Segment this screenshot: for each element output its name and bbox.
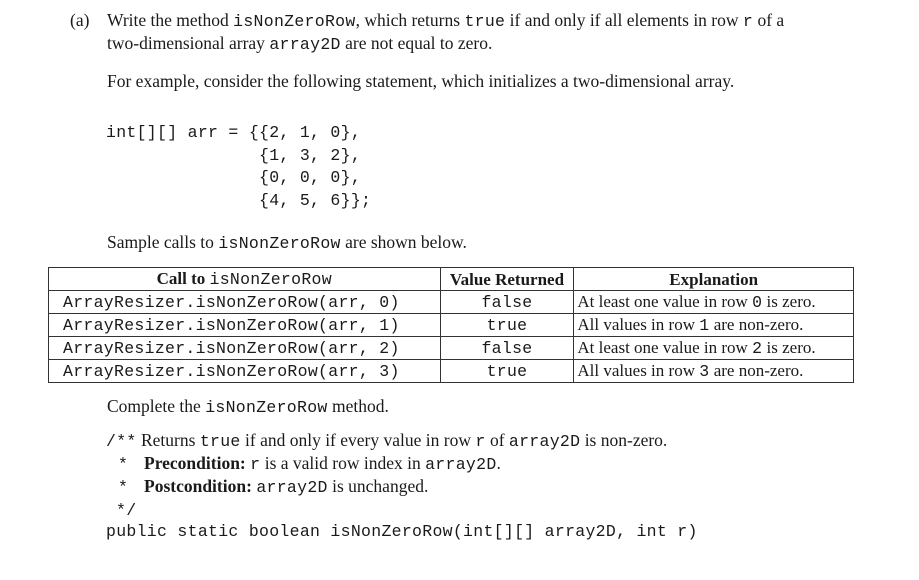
doc-precondition: * Precondition: r is a valid row index in array2D. [118,453,501,474]
table-header-row [49,268,854,291]
javadoc-comment [106,429,667,521]
problem-statement-line-1: Write the method isNonZeroRow, which returns true if and only if all elements in row r of a [107,10,785,31]
table-row [49,314,854,337]
method-name-inline: isNonZeroRow [233,12,356,31]
value-cell: false [440,337,574,360]
method-signature: public static boolean isNonZeroRow(int[][] array2D, int r) [106,522,698,541]
part-a-label: (a) [70,10,90,30]
header-value-returned: Value Returned [440,268,574,291]
example-intro: For example, consider the following statement, which initializes a two-dimensional array. [107,71,735,91]
doc-line-1: /** Returns true if and only if every value in row r of array2D is non-zero. [106,430,668,451]
header-explanation: Explanation [574,268,854,291]
code-line: {4, 5, 6}}; [106,190,372,210]
header-call: Call to isNonZeroRow [49,268,441,291]
explanation-cell: All values in row 1 are non-zero. [574,314,854,337]
explanation-cell: At least one value in row 0 is zero. [574,291,854,314]
call-cell: ArrayResizer.isNonZeroRow(arr, 2) [49,337,441,360]
doc-close: */ [116,501,137,520]
value-cell: true [440,314,574,337]
call-cell: ArrayResizer.isNonZeroRow(arr, 3) [49,360,441,383]
sample-calls-intro: Sample calls to isNonZeroRow are shown below. [107,232,467,253]
array-initializer-code [106,122,371,212]
explanation-cell: All values in row 3 are non-zero. [574,360,854,383]
value-cell: false [440,291,574,314]
doc-postcondition: * Postcondition: array2D is unchanged. [118,476,429,497]
complete-instruction: Complete the isNonZeroRow method. [107,396,389,417]
problem-statement-line-2: two-dimensional array array2D are not equal to zero. [107,33,493,54]
table-row [49,337,854,360]
call-cell: ArrayResizer.isNonZeroRow(arr, 0) [49,291,441,314]
code-line: {0, 0, 0}, [106,168,362,187]
table-row [49,360,854,383]
sample-calls-table [48,267,854,383]
table-row [49,291,854,314]
call-cell: ArrayResizer.isNonZeroRow(arr, 1) [49,314,441,337]
value-cell: true [440,360,574,383]
code-line: int[][] arr = {{2, 1, 0}, [106,123,362,142]
explanation-cell: At least one value in row 2 is zero. [574,337,854,360]
code-line: {1, 3, 2}, [106,145,362,165]
